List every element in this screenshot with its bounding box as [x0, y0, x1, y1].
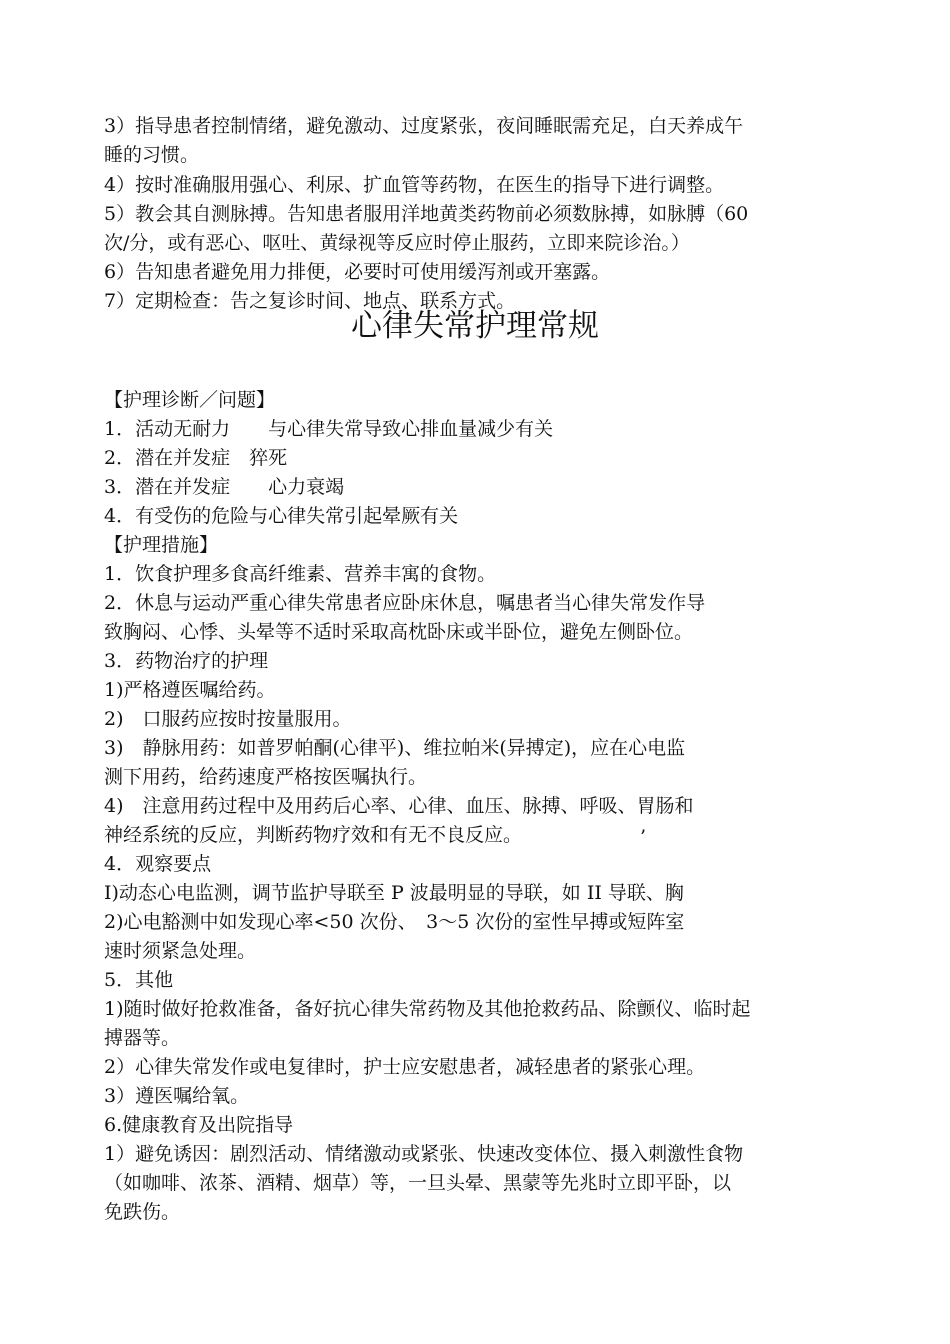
text-line: 3）遵医嘱给氧。 — [104, 1085, 250, 1107]
text-line: （如咖啡、浓茶、酒精、烟草）等，一旦头晕、黑蒙等先兆时立即平卧，以 — [104, 1172, 732, 1194]
text-line: 2．潜在并发症 猝死 — [104, 447, 288, 469]
text-line: 2）心律失常发作或电复律时，护士应安慰患者，减轻患者的紧张心理。 — [104, 1056, 706, 1078]
section-heading: 【护理措施】 — [104, 534, 219, 556]
stray-mark: ’ — [640, 826, 647, 848]
text-line: 睡的习惯。 — [104, 144, 200, 166]
text-line: 1．活动无耐力 与心律失常导致心排血量减少有关 — [104, 418, 554, 440]
text-line: 4．观察要点 — [104, 853, 212, 875]
text-line: 免跌伤。 — [104, 1201, 181, 1223]
text-line: 6.健康教育及出院指导 — [104, 1114, 294, 1136]
text-line: 2)心电豁测中如发现心率<50 次份、 3～5 次份的室性早搏或短阵室 — [104, 911, 685, 933]
text-line: 2．休息与运动严重心律失常患者应卧床休息，嘱患者当心律失常发作导 — [104, 592, 706, 614]
text-line: 7）定期检查：告之复诊时间、地点、联系方式。 — [104, 290, 516, 312]
text-line: 6）告知患者避免用力排便，必要时可使用缓泻剂或开塞露。 — [104, 261, 611, 283]
text-line: 5．其他 — [104, 969, 174, 991]
section-heading: 【护理诊断／问题】 — [104, 389, 276, 411]
text-line: 4．有受伤的危险与心律失常引起晕厥有关 — [104, 505, 459, 527]
text-line: I)动态心电监测，调节监护导联至 P 波最明显的导联，如 II 导联、胸 — [104, 882, 684, 904]
text-line: 1)严格遵医嘱给药。 — [104, 679, 276, 701]
text-line: 次/分，或有恶心、呕吐、黄绿视等反应时停止服药，立即来院诊治。） — [104, 232, 690, 254]
text-line: 2) 口服药应按时按量服用。 — [104, 708, 352, 730]
text-line: 3) 静脉用药：如普罗帕酮(心律平)、维拉帕米(异搏定)，应在心电监 — [104, 737, 686, 759]
text-line: 4）按时准确服用强心、利尿、扩血管等药物，在医生的指导下进行调整。 — [104, 174, 725, 196]
text-line: 1）避免诱因：剧烈活动、情绪激动或紧张、快速改变体位、摄入刺激性食物 — [104, 1143, 744, 1165]
text-line: 搏器等。 — [104, 1027, 181, 1049]
text-line: 神经系统的反应，判断药物疗效和有无不良反应。 — [104, 824, 523, 846]
text-line: 3）指导患者控制情绪，避免激动、过度紧张，夜间睡眠需充足，白天养成午 — [104, 115, 744, 137]
text-line: 1．饮食护理多食高纤维素、营养丰寓的食物。 — [104, 563, 497, 585]
text-line: 1)随时做好抢救准备，备好抗心律失常药物及其他抢救药品、除颤仪、临时起 — [104, 998, 751, 1020]
page-title: 心律失常护理常规 — [351, 308, 599, 344]
text-line: 3．潜在并发症 心力衰竭 — [104, 476, 345, 498]
text-line: 3．药物治疗的护理 — [104, 650, 269, 672]
text-line: 5）教会其自测脉搏。告知患者服用洋地黄类药物前必须数脉搏，如脉膊（60 — [104, 203, 749, 225]
text-line: 致胸闷、心悸、头晕等不适时采取高枕卧床或半卧位，避免左侧卧位。 — [104, 621, 694, 643]
text-line: 测下用药，给药速度严格按医嘱执行。 — [104, 766, 428, 788]
text-line: 速时须紧急处理。 — [104, 940, 257, 962]
text-line: 4) 注意用药过程中及用药后心率、心律、血压、脉搏、呼吸、胃肠和 — [104, 795, 694, 817]
